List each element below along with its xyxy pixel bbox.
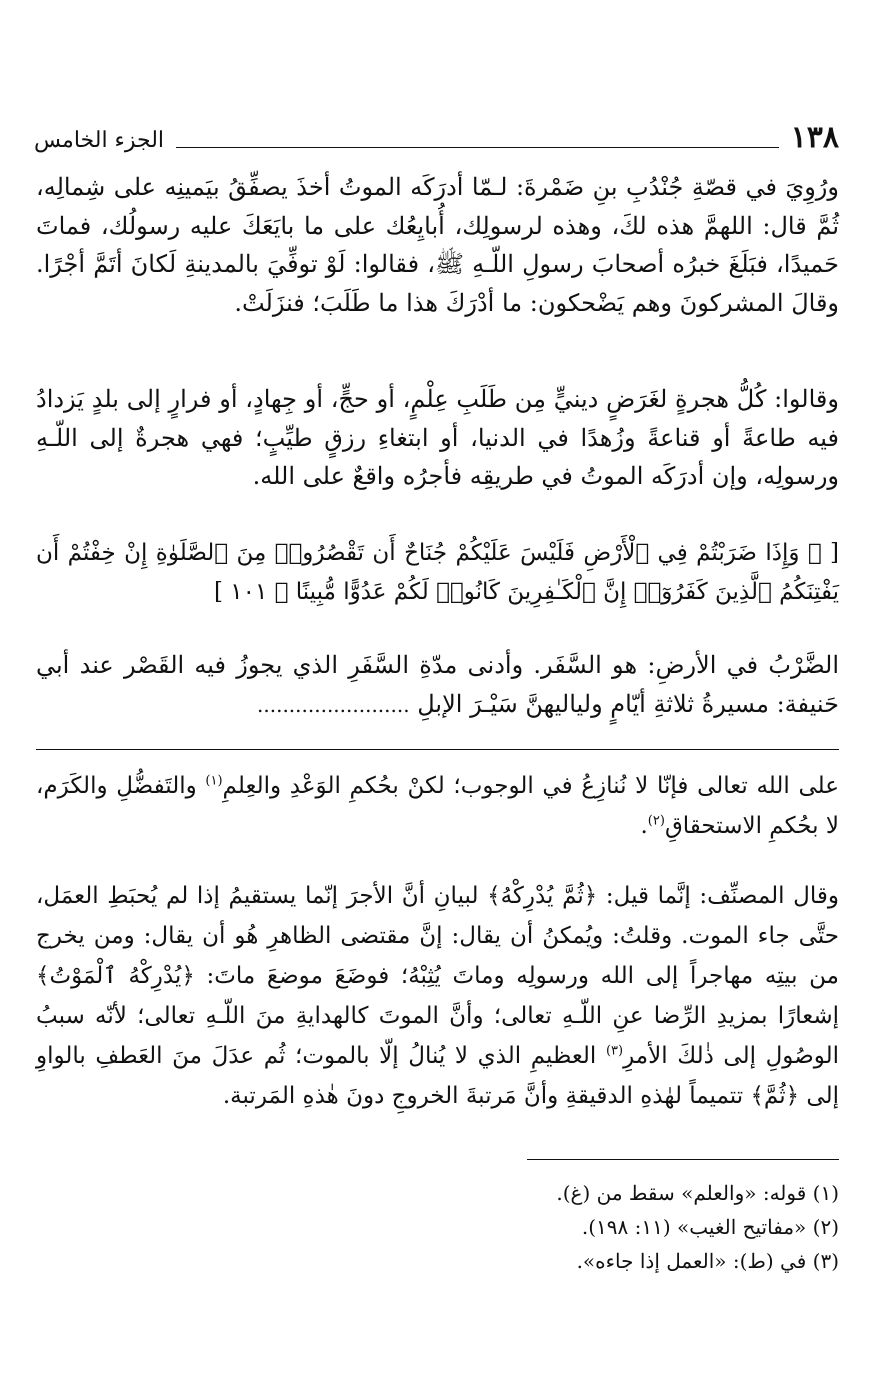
gloss-paragraph-1-text-c: .: [640, 813, 648, 839]
gloss-paragraph-2: [36, 876, 839, 1116]
footnote-3: (٣) في (ط): «العمل إذا جاءه».: [576, 1249, 839, 1273]
gloss-paragraph-1-text-b: والتَفضُّلِ والكَرَم، لا بحُكمِ الاستحقاقِ: [36, 773, 839, 839]
section-separator: [36, 749, 839, 750]
running-title: الجزء الخامس: [34, 128, 165, 153]
footnotes-list: [36, 1176, 839, 1278]
page-number: ١٣٨: [790, 120, 839, 155]
commentary-paragraph-1: ورُوِيَ في قصّةِ جُنْدُبِ بنِ ضَمْرةَ: لـمّا أدرَكَه الموتُ أخذَ يصفِّقُ بيَمينِه على شِمالِه، ثُمَّ قال: اللهمَّ هذه لكَ، وهذه لرسولِك، أُبايِعُك على ما بايَعَكَ عليه رسولُك، فماتَ حَميدًا، فبَلَغَ خبرُه أصحابَ رسولِ اللّـهِ ﷺ، فقالوا: لَوْ توفِّيَ بالمدينةِ لَكانَ أتَمَّ أجْرًا. وقالَ المشركونَ وهم يَضْحكون: ما أدْرَكَ هذا ما طَلَبَ؛ فنزَلَتْ.: [36, 173, 840, 317]
gloss-paragraph-2-text-a: وقال المصنِّف: إنَّما قيل: ﴿ثُمَّ يُدْرِكْهُ﴾ لبيانِ أنَّ الأجرَ إنّما يستقيمُ إذا لم يُحبَطِ العمَل، حتَّى جاء الموت. وقلتُ: ويُمكنُ أن يقال: إنَّ مقتضى الظاهرِ هُو أن يقال: ومن يخرج من بيتِه مهاجراً إلى الله ورسولِه وماتَ يُثِبْهُ؛ فوضَعَ موضعَ ماتَ: ﴿يُدْرِكْهُ ٱلْمَوْتُ﴾ إشعارًا بمزيدِ الرِّضا عنِ اللّـهِ تعالى؛ وأنَّ الموتَ كالهدايةِ منَ اللّـهِ تعالى؛ لأنّه سببُ الوصُولِ إلى ذٰلكَ الأمرِ: [36, 883, 839, 1069]
footnote-rule: [527, 1159, 839, 1160]
footnote-1: (١) قوله: «والعلم» سقط من (غ).: [556, 1181, 839, 1205]
continuation-dots: ........................: [257, 692, 410, 717]
footnote-ref-3: (٣): [605, 1043, 624, 1059]
commentary-paragraph-3-text: الضَّرْبُ في الأرضِ: هو السَّفَر. وأدنى مدّةِ السَّفَرِ الذي يجوزُ فيه القَصْر عند أبي حَنيفة: مسيرةُ ثلاثةِ أيّامٍ ولياليهنَّ سَيْـرَ الإبلِ: [36, 651, 839, 718]
quran-verse: [ ﴿ وَإِذَا ضَرَبْتُمْ فِي ٱلْأَرْضِ فَلَيْسَ عَلَيْكُمْ جُنَاحٌ أَن تَقْصُرُوا۟ مِنَ ٱلصَّلَوٰةِ إِنْ خِفْتُمْ أَن يَفْتِنَكُمُ ٱلَّذِينَ كَفَرُوٓا۟ إِنَّ ٱلْكَـٰفِرِينَ كَانُوا۟ لَكُمْ عَدُوًّا مُّبِينًا ﴾ ١٠١ ]: [36, 540, 839, 605]
page-header: [34, 106, 839, 156]
gloss-paragraph-1: [36, 766, 839, 846]
gloss-paragraph-2-text-b: العظيمِ الذي لا يُنالُ إلّا بالموت؛ ثُم عدَلَ منَ العَطفِ بالواوِ إلى ﴿ثُمَّ﴾ تتميماً لهٰذهِ الدقيقةِ وأنَّ مَرتبةَ الخروجِ دونَ هٰذهِ المَرتبة.: [36, 1043, 839, 1109]
footnote-ref-2: (٢): [647, 813, 665, 829]
footnote-2: (٢) «مفاتيح الغيب» (١١: ١٩٨).: [581, 1215, 839, 1239]
commentary-paragraph-3: [36, 646, 839, 724]
header-rule: [176, 147, 779, 148]
commentary-paragraph-2: وقالوا: كُلُّ هجرةٍ لغَرَضٍ دينيٍّ مِن طَلَبِ عِلْمٍ، أو حجٍّ، أو جِهادٍ، أو فرارٍ إلى بلدٍ يَزدادُ فيه طاعةً أو قناعةً وزُهدًا في الدنيا، أو ابتغاءِ رزقٍ طيِّبٍ؛ فهي هجرةٌ إلى اللّـهِ ورسولِه، وإن أدرَكَه الموتُ في طريقِه فأجرُه واقعٌ على الله.: [36, 385, 839, 490]
footnote-ref-1: (١): [205, 773, 223, 789]
gloss-paragraph-1-text-a: على الله تعالى فإنّا لا نُنازِعُ في الوجوب؛ لكنْ بحُكمِ الوَعْدِ والعِلمِ: [222, 773, 839, 799]
